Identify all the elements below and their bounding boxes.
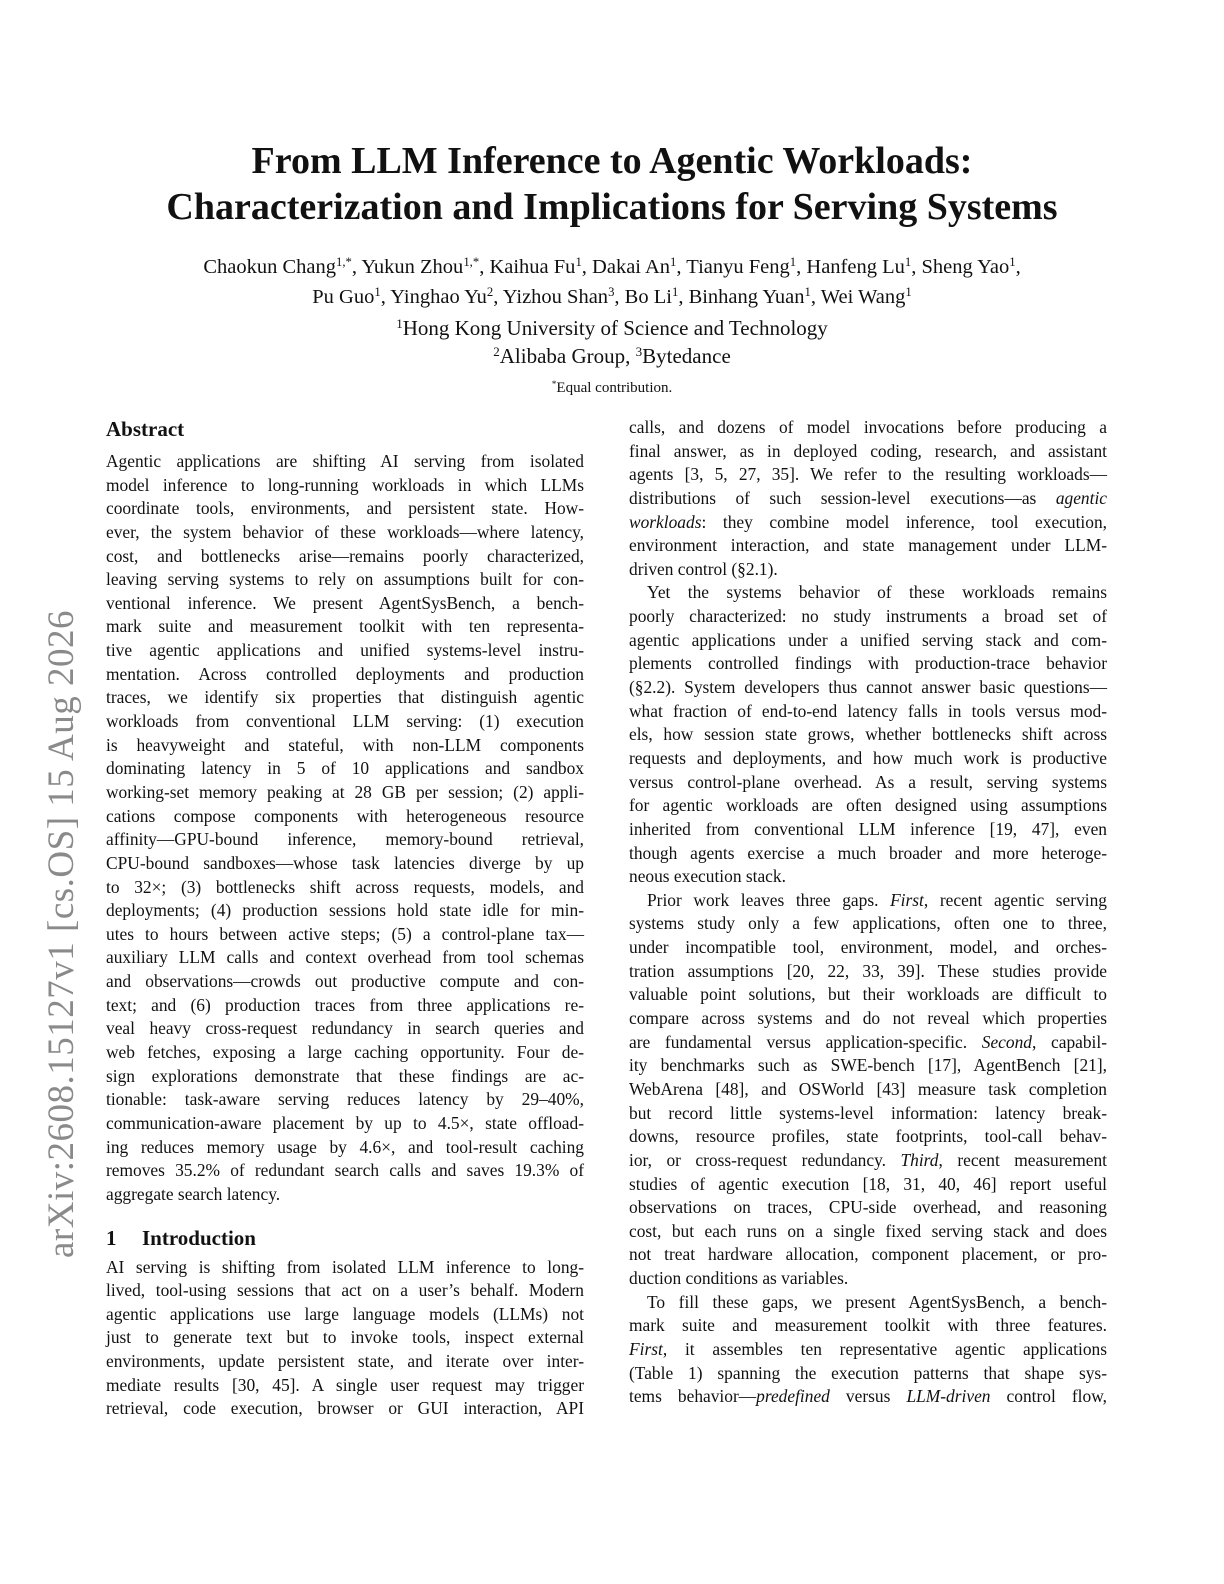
abstract-line: working-set memory peaking at 28 GB per session; (2) appli- [106,781,584,802]
intro-line: for agentic workloads are often designed using assumptions [629,795,1107,816]
abstract-line: traces, we identify six properties that distinguish agentic [106,687,584,708]
abstract-line: to 32×; (3) bottlenecks shift across requests, models, and [106,876,584,897]
intro-line: ior, or cross-request redundancy. Third, recent measurement [629,1149,1107,1170]
abstract-line: model inference to long-running workloads in which LLMs [106,474,584,495]
intro-line: retrieval, code execution, browser or GUI interaction, API [106,1398,584,1419]
intro-line: neous execution stack. [629,866,786,887]
affiliations [0,314,1224,370]
author-line: Pu Guo$^1$, Yinghao Yu$^2$, Yizhou Shan$^3$, Bo Li$^1$, Binhang Yuan$^1$, Wei Wang$^1$ [312,285,912,308]
affiliation-line: $^2$Alibaba Group, $^3$Bytedance [493,343,731,368]
intro-line: requests and deployments, and how much work is productive [629,747,1107,768]
abstract-line: CPU-bound sandboxes—whose task latencies diverge by up [106,852,584,873]
intro-line: what fraction of end-to-end latency falls in tools versus mod- [629,700,1107,721]
abstract-line: sign explorations demonstrate that these findings are ac- [106,1065,584,1086]
intro-line: environments, update persistent state, and iterate over inter- [106,1351,584,1372]
abstract-line: web fetches, exposing a large caching opportunity. Four de- [106,1042,584,1063]
intro-line: under incompatible tool, environment, model, and orches- [629,937,1107,958]
intro-line: are fundamental versus application-specific. Second, capabil- [629,1031,1108,1052]
abstract-line: ing reduces memory usage by 4.6×, and tool-result caching [106,1136,584,1157]
intro-line: WebArena [48], and OSWorld [43] measure task completion [629,1078,1107,1099]
abstract-line: aggregate search latency. [106,1183,281,1204]
intro-line: (Table 1) spanning the execution patterns that shape sys- [629,1362,1107,1383]
author: Binhang Yuan$^1$ [688,285,811,308]
abstract-line: communication-aware placement by up to 4.5×, state offload- [106,1112,584,1133]
intro-line: lived, tool-using sessions that act on a user’s behalf. Modern [106,1280,584,1301]
intro-line: Yet the systems behavior of these workloads remains [647,582,1107,603]
emphasis: First [629,1338,663,1359]
intro-line: but record little systems-level information: latency break- [629,1102,1107,1123]
author: Tianyu Feng$^1$ [686,255,797,278]
intro-line: tration assumptions [20, 22, 33, 39]. These studies provide [629,960,1107,981]
section-heading-introduction [106,1225,584,1251]
intro-line: duction conditions as variables. [629,1268,849,1289]
abstract-line: leaving serving systems to rely on assumptions built for con- [106,569,584,590]
intro-line: valuable point solutions, but their workloads are difficult to [629,984,1107,1005]
intro-line: just to generate text but to invoke tools, inspect external [106,1327,584,1348]
title-line: From LLM Inference to Agentic Workloads: [251,140,973,182]
emphasis: Second [981,1031,1032,1052]
equal-contribution-note: *Equal contribution. [551,379,673,396]
intro-line: inherited from conventional LLM inference [19, 47], even [629,818,1107,839]
abstract-line: veal heavy cross-request redundancy in search queries and [106,1018,584,1039]
intro-paragraph [629,1291,1107,1409]
intro-line: agents [3, 5, 27, 35]. We refer to the resulting workloads— [629,464,1107,485]
abstract-line: cost, and bottlenecks arise—remains poorly characterized, [106,545,584,566]
intro-line: ity benchmarks such as SWE-bench [17], AgentBench [21], [629,1055,1107,1076]
abstract-line: ventional inference. We present AgentSysBench, a bench- [106,592,584,613]
intro-line: studies of agentic execution [18, 31, 40, 46] report useful [629,1173,1107,1194]
abstract-line: mentation. Across controlled deployments and production [106,663,584,684]
paper-title [0,138,1224,230]
section-title: Introduction [142,1225,256,1250]
abstract-heading: Abstract [106,417,185,441]
author: Bo Li$^1$ [624,285,679,308]
abstract-line: and observations—crowds out productive compute and con- [106,971,584,992]
intro-line: agentic applications under a unified serving stack and com- [629,629,1107,650]
abstract-line: is heavyweight and stateful, with non-LLM components [106,734,584,755]
intro-line: versus control-plane overhead. As a result, serving systems [629,771,1107,792]
intro-line: tems behavior—predefined versus LLM-driven control flow, [629,1386,1107,1407]
intro-line: Prior work leaves three gaps. First, recent agentic serving [647,889,1107,910]
intro-line: mark suite and measurement toolkit with three features. [629,1315,1107,1336]
author: Chaokun Chang$^{1,*}$ [203,255,352,278]
intro-line: To fill these gaps, we present AgentSysBench, a bench- [647,1291,1107,1312]
intro-line: First, it assembles ten representative agentic applications [629,1338,1107,1359]
intro-line: driven control (§2.1). [629,558,778,579]
author-line: Chaokun Chang$^{1,*}$, Yukun Zhou$^{1,*}$, Kaihua Fu$^1$, Dakai An$^1$, Tianyu Feng$^1$, Hanfeng Lu$^1$, Sheng Yao$^1$, [203,255,1021,278]
intro-paragraph [629,889,1107,1291]
abstract-line: text; and (6) production traces from three applications re- [106,994,584,1015]
abstract-line: coordinate tools, environments, and persistent state. How- [106,498,584,519]
abstract-line: cations compose components with heterogeneous resource [106,805,584,826]
author: Pu Guo$^1$ [312,285,381,308]
author: Kaihua Fu$^1$ [489,255,582,278]
intro-line: though agents exercise a much broader and more heteroge- [629,842,1107,863]
emphasis: workloads [629,511,702,532]
intro-line: workloads: they combine model inference, tool execution, [629,511,1107,532]
abstract-line: workloads from conventional LLM serving: (1) execution [106,711,584,732]
abstract-line: dominating latency in 5 of 10 applications and sandbox [106,758,584,779]
intro-paragraph [629,416,1107,581]
emphasis: Third [900,1149,939,1170]
author: Hanfeng Lu$^1$ [806,255,912,278]
intro-line: environment interaction, and state management under LLM- [629,535,1107,556]
intro-paragraph [106,1256,584,1421]
emphasis: First [890,889,924,910]
abstract-line: utes to hours between active steps; (5) a control-plane tax— [106,923,584,944]
intro-line: AI serving is shifting from isolated LLM inference to long- [106,1256,584,1277]
abstract-line: mark suite and measurement toolkit with ten representa- [106,616,584,637]
affiliation-line: $^1$Hong Kong University of Science and Technology [396,315,828,340]
abstract-line: tive agentic applications and unified systems-level instru- [106,640,584,661]
abstract-line: ever, the system behavior of these workloads—where latency, [106,521,584,542]
emphasis: predefined [756,1386,830,1407]
intro-line: downs, resource profiles, state footprints, tool-call behav- [629,1126,1107,1147]
abstract-line: Agentic applications are shifting AI serving from isolated [106,451,584,471]
intro-line: (§2.2). System developers thus cannot answer basic questions— [629,677,1107,698]
emphasis: LLM-driven [906,1386,991,1407]
intro-line: calls, and dozens of model invocations before producing a [629,417,1107,437]
intro-line: poorly characterized: no study instruments a broad set of [629,606,1107,627]
intro-line: mediate results [30, 45]. A single user request may trigger [106,1374,584,1395]
abstract-line: tionable: task-aware serving reduces latency by 29–40%, [106,1089,584,1110]
abstract-line: auxiliary LLM calls and context overhead from tool schemas [106,947,584,968]
intro-line: agentic applications use large language models (LLMs) not [106,1303,584,1324]
intro-paragraph [629,581,1107,888]
intro-line: cost, but each runs on a single fixed serving stack and does [629,1220,1107,1241]
intro-line: distributions of such session-level executions—as agentic [629,487,1107,508]
intro-line: not treat hardware allocation, component placement, or pro- [629,1244,1107,1265]
intro-line: els, how session state grows, whether bottlenecks shift across [629,724,1107,745]
title-line: Characterization and Implications for Serving Systems [166,186,1058,228]
section-number: 1 [106,1225,117,1250]
author: Dakai An$^1$ [592,255,677,278]
intro-line: final answer, as in deployed coding, research, and assistant [629,440,1107,461]
intro-line: observations on traces, CPU-side overhead, and reasoning [629,1197,1107,1218]
intro-line: systems study only a few applications, often one to three, [629,913,1107,934]
abstract-body [106,450,584,1207]
right-column [629,416,1107,1409]
author: Yinghao Yu$^2$ [390,285,494,308]
author-list [0,252,1224,312]
left-column [106,416,584,1421]
intro-line: compare across systems and do not reveal which properties [629,1008,1107,1029]
author: Yizhou Shan$^3$ [502,285,615,308]
abstract-line: deployments; (4) production sessions hold state idle for min- [106,900,584,921]
abstract-line: removes 35.2% of redundant search calls and saves 19.3% of [106,1160,584,1181]
intro-line: plements controlled findings with production-trace behavior [629,653,1107,674]
author: Sheng Yao$^1$ [921,255,1016,278]
author: Yukun Zhou$^{1,*}$ [361,255,480,278]
emphasis: agentic [1055,487,1107,508]
abstract-line: affinity—GPU-bound inference, memory-bound retrieval, [106,829,584,850]
arxiv-identifier: arXiv:2608.15127v1 [cs.OS] 15 Aug 2026 [41,610,82,1258]
author: Wei Wang$^1$ [820,285,912,308]
